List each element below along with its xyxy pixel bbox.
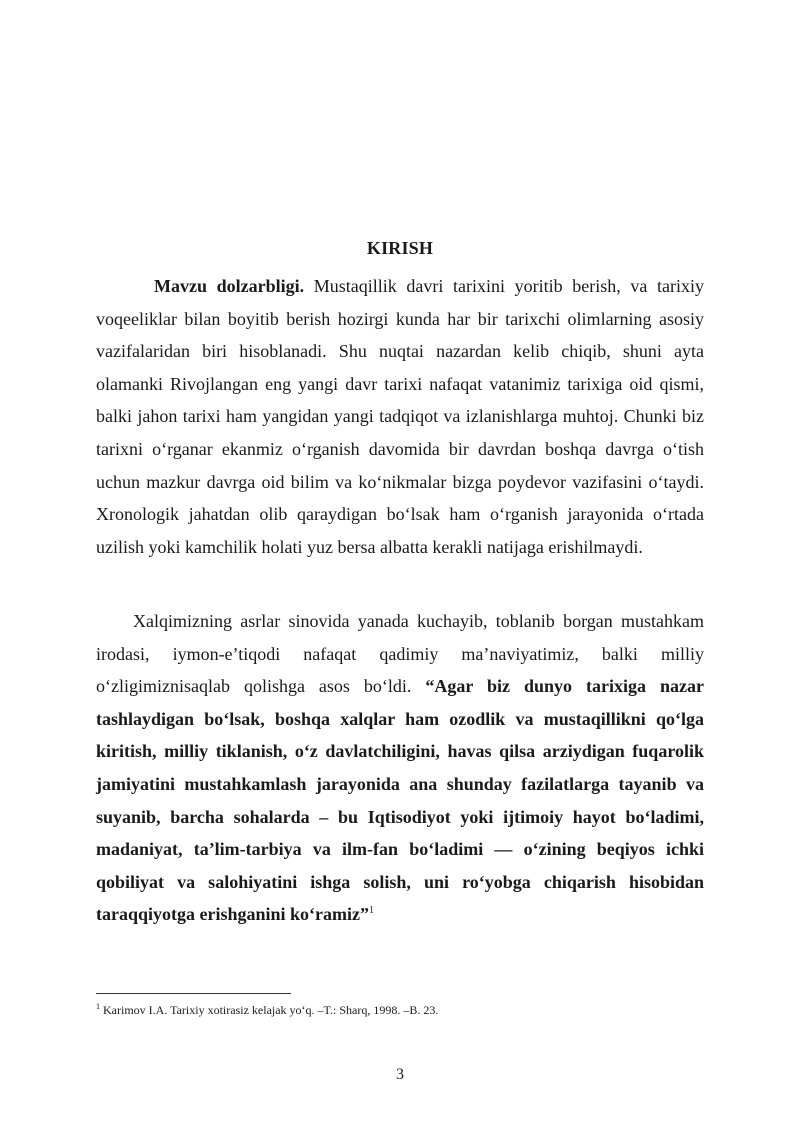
paragraph-lead: Mavzu dolzarbligi. [154, 276, 305, 296]
footnote-reference[interactable]: 1 [369, 905, 374, 917]
footnote-divider [96, 993, 291, 994]
paragraph-quote [96, 605, 704, 931]
paragraph-body: Xalqimizning asrlar sinovida yanada kuchayib, toblanib borgan mustahkam irodasi, iymon-e’tiqodi nafaqat qadimiy ma’naviyatimiz, balki milliy o‘zligimiznisaqlab qolishga asos bo‘ldi. [96, 611, 704, 697]
page-number: 3 [396, 1066, 404, 1083]
footnote-text: Karimov I.A. Tarixiy xotirasiz kelajak yo‘q. –T.: Sharq, 1998. –B. 23. [100, 1003, 439, 1017]
quotation: “Agar biz dunyo tarixiga nazar tashlaydigan bo‘lsak, boshqa xalqlar ham ozodlik va mustaqillikni qo‘lga kiritish, milliy tiklanish, o‘z davlatchiligini, havas qilsa arziydigan fuqarolik jamiyatini mustahkamlash jarayonida ana shunday fazilatlarga tayanib va suyanib, barcha sohalarda – bu Iqtisodiyot yoki ijtimoiy hayot bo‘ladimi, madaniyat, ta’lim-tarbiya va ilm-fan bo‘ladimi — o‘zining beqiyos ichki qobiliyat va salohiyatini ishga solish, uni ro‘yobga chiqarish hisobidan taraqqiyotga erishganini ko‘ramiz” [96, 676, 704, 925]
footnote [96, 1002, 438, 1018]
paragraph-relevance [96, 270, 704, 563]
paragraph-body: Mustaqillik davri tarixini yoritib berish, va tarixiy voqeeliklar bilan boyitib berish hozirgi kunda har bir tarixchi olimlarning asosiy vazifalaridan biri hisoblanadi. Shu nuqtai nazardan kelib chiqib, shuni ayta olamanki Rivojlangan eng yangi davr tarixi nafaqat vatanimiz tarixiga oid qismi, balki jahon tarixi ham yangidan yangi tadqiqot va izlanishlarga muhtoj. Chunki biz tarixni o‘rganar ekanmiz o‘rganish davomida bir davrdan boshqa davrga o‘tish uchun mazkur davrga oid bilim va ko‘nikmalar bizga poydevor vazifasini o‘taydi. Xronologik jahatdan olib qaraydigan bo‘lsak ham o‘rganish jarayonida o‘rtada uzilish yoki kamchilik holati yuz bersa albatta kerakli natijaga erishilmaydi. [96, 276, 705, 557]
section-heading: KIRISH [366, 238, 434, 258]
footnote-marker: 1 [96, 1002, 100, 1011]
